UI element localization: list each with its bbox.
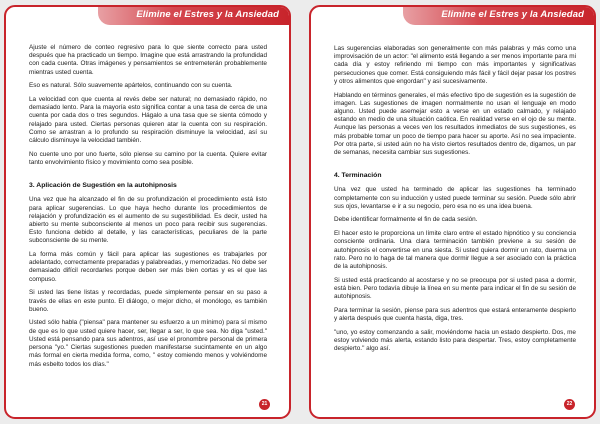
paragraph: Eso es natural. Sólo suavemente apártelos, continuando con su cuenta. bbox=[29, 82, 233, 90]
paragraph: Las sugerencias elaboradas son generalmente con más palabras y más como una improvisación de un actor: "el alimento está llegando a ser menos importante para mi cada día y estoy refiriendo mi tiempo con más importantes y significativas persecuciones que comer. Está consiguiendo más fácil y fácil dejar pasar los postres y otros alimentos que engordan" y así sucesivamente. bbox=[334, 45, 576, 85]
paragraph: Hablando en términos generales, el más efectivo tipo de sugestión es la sugestión de imagen. Las sugestiones de imagen normalmente no usan el lenguaje en modo alguno. Usted puede asemejar esto a verse en un estado calmado, y relajado estando en medio de una situación caótica. En realidad verse en el ojo de su mente. Aunque las personas a veces ven los resultados inmediatos de sus sugestiones, es más probable tomar un poco de tiempo para hacer su aporte. Así no sea impaciente. Por otra parte, si usted aún no ha visto ciertos resultados dentro de, digamos, un par de semanas, necesita cambiar sus sugestiones. bbox=[334, 91, 576, 156]
page-left bbox=[4, 5, 291, 419]
paragraph: Una vez que ha alcanzado el fin de su profundización el procedimiento está listo para aplicar sugerencias. Lo que haya hecho durante los procedimientos de relajación y profundización es el aumento de su sugestibilidad. Es decir, usted ha abierto su mente subconsciente al menos un poco para recibir sus sugerencias. Esto funciona debido al detalle, y las características, peculiares de la parte subconsciente de su mente. bbox=[29, 196, 267, 245]
paragraph: Debe identificar formalmente el fin de cada sesión. bbox=[334, 216, 478, 224]
paragraph: Una vez que usted ha terminado de aplicar las sugestiones ha terminado completamente con su inducción y usted puede terminar su sesión. Puede sólo abrir sus ojos, levantarse e ir a su negocio, pero esa no es una idea buena. bbox=[334, 186, 576, 210]
section-heading: 3. Aplicación de Sugestión en la autohipnosis bbox=[29, 182, 177, 190]
page-content bbox=[29, 44, 267, 374]
page-content bbox=[334, 45, 576, 359]
paragraph: No cuente uno por uno fuerte, sólo piense su camino por la cuenta. Quiere evitar tanto envolvimiento físico y movimiento como sea posible. bbox=[29, 150, 267, 166]
paragraph: La forma más común y fácil para aplicar las sugestiones es trabajarles por adelantado, correctamente preparadas y palabreadas, y memorizadas. No debe ser demasiado difícil recordarles porque deben ser más bien cortas y es el que las compuso. bbox=[29, 251, 267, 283]
header-ribbon bbox=[403, 7, 594, 25]
paragraph: "uno, yo estoy comenzando a salir, moviéndome hacia un estado despierto. Dos, me estoy volviendo más alerta, estando listo para despertar. Tres, estoy completamente despierto." algo así. bbox=[334, 328, 576, 353]
header-title: Elimine el Estres y la Ansiedad bbox=[441, 9, 584, 20]
header-ribbon bbox=[98, 7, 289, 25]
page-right bbox=[309, 5, 596, 419]
paragraph: La velocidad con que cuenta al revés debe ser natural; no demasiado rápido, no demasiado lento. Para la mayoría esto significa contar a una tasa de cerca de una cuenta por cada dos o tres segundos. Hágalo a una tasa que se sienta cómodo y relajado para usted. Ciertas personas quieren atar la cuenta con su respiración. Como se arrastran a lo profundo su respiración disminuye la velocidad, así su cálculo disminuye la velocidad también. bbox=[29, 96, 267, 145]
page-number: 22 bbox=[564, 399, 575, 410]
paragraph: Si usted está practicando al acostarse y no se preocupa por si usted pasa a dormir, está bien. Pero todavía dibuje la línea en su mente para indicar el fin de su sesión de autohipnosis. bbox=[334, 276, 576, 301]
paragraph: El hacer esto le proporciona un límite claro entre el estado hipnótico y su conciencia consciente ordinaria. Una clara terminación también previene a su sesión de autohipnosis el convertirse en una siesta. Si usted quiera dormir un rato, duerma un rato. Pero no lo haga de tal manera que dormir llegue a ser asociado con la práctica de la autohipnosis. bbox=[334, 230, 576, 270]
paragraph: Para terminar la sesión, piense para sus adentros que estará enteramente despierto y alerta después que cuenta hasta, diga, tres. bbox=[334, 306, 576, 322]
paragraph: Usted sólo habla ("piensa" para mantener su esfuerzo a un mínimo) para sí mismo de que es lo que usted quiere hacer, ser, llegar a ser, lo que sea. No diga "usted." Usted está pensando para sus adentros, así use el pronombre personal de primera persona "yo." Ciertas sugestiones pueden manifestarse sucintamente en un algo más formal en cierta medida forma, como, " estoy comiendo menos y volviéndome más esbelto todos los días." bbox=[29, 319, 267, 368]
section-heading: 4. Terminación bbox=[334, 172, 382, 180]
paragraph: Ajuste el número de conteo regresivo para lo que siente correcto para usted después que ha practicado un tiempo. Imagine que está arrastrando la profundidad con cada cuenta. Otras imágenes y pensamientos se entremeterán probablemente mientras usted cuenta. bbox=[29, 44, 267, 76]
page-number: 21 bbox=[259, 399, 270, 410]
header-title: Elimine el Estres y la Ansiedad bbox=[136, 9, 279, 20]
paragraph: Si usted las tiene listas y recordadas, puede simplemente pensar en su paso a través de ellas en este punto. El diálogo, o mejor dicho, el monólogo, es también bueno. bbox=[29, 289, 267, 313]
